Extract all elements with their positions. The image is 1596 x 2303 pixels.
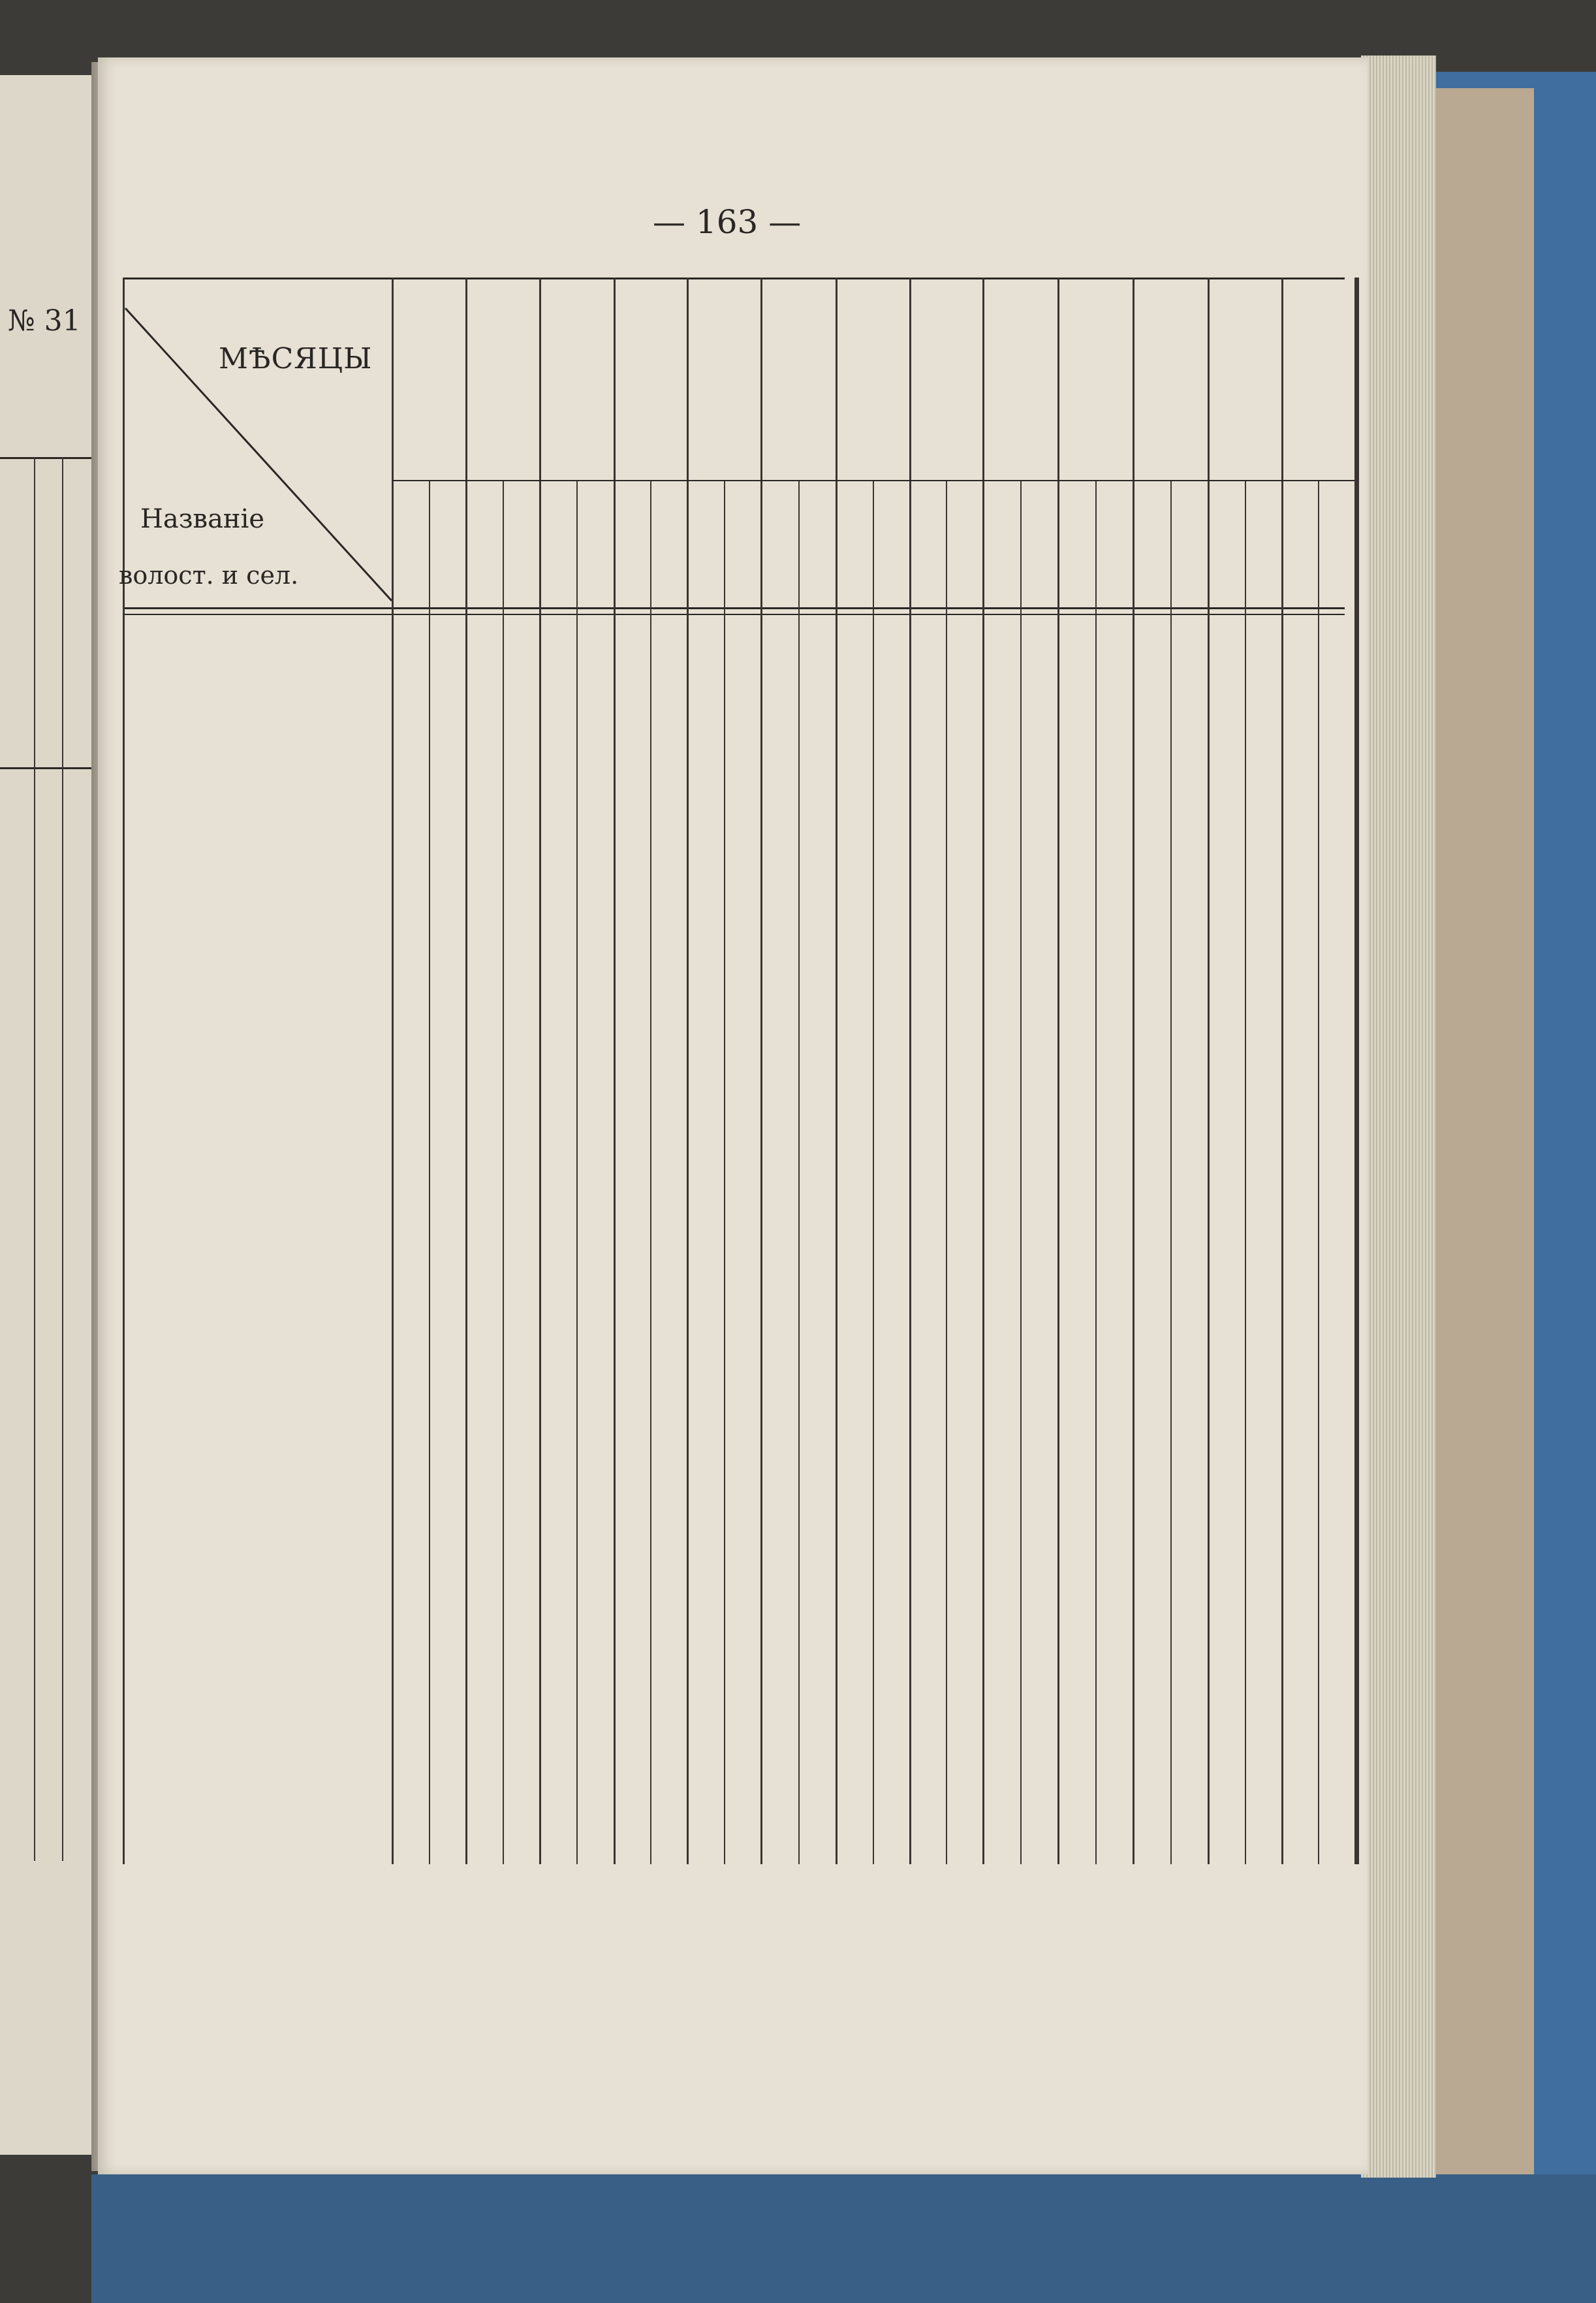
sub-column-rule	[1318, 480, 1319, 1864]
book-board-edge	[1430, 88, 1534, 2174]
right-border	[1356, 278, 1359, 1864]
month-sub-divider	[909, 480, 982, 481]
table-top-rule	[124, 278, 1345, 279]
corner-names-label-1: Названіе	[140, 504, 265, 534]
month-sub-divider	[982, 480, 1057, 481]
month-sub-divider	[1057, 480, 1133, 481]
month-group-rule	[909, 278, 911, 1864]
left-page-title-fragment: № 31	[8, 304, 81, 338]
month-sub-divider	[539, 480, 614, 481]
month-group-rule	[1133, 278, 1134, 1864]
left-page-rule	[0, 457, 91, 459]
month-sub-divider	[836, 480, 909, 481]
header-bottom-rule	[124, 607, 1345, 609]
sub-column-rule	[798, 480, 800, 1864]
month-group-rule	[1281, 278, 1283, 1864]
month-group-rule	[465, 278, 467, 1864]
sub-column-rule	[946, 480, 947, 1864]
left-page-col-rule	[34, 457, 35, 1861]
month-group-rule	[982, 278, 984, 1864]
month-sub-divider	[614, 480, 687, 481]
month-group-rule	[614, 278, 616, 1864]
sub-column-rule	[873, 480, 874, 1864]
month-sub-divider	[1208, 480, 1281, 481]
sub-column-rule	[1245, 480, 1246, 1864]
sub-column-rule	[650, 480, 651, 1864]
month-group-rule	[687, 278, 689, 1864]
sub-column-rule	[429, 480, 430, 1864]
corner-names-label-2: волост. и сел.	[119, 561, 299, 590]
month-sub-divider	[465, 480, 539, 481]
month-sub-divider	[392, 480, 465, 481]
sub-column-rule	[503, 480, 504, 1864]
month-group-rule	[1208, 278, 1210, 1864]
month-group-rule	[836, 278, 837, 1864]
page-stack-edges	[1361, 56, 1436, 2178]
left-page-rule	[0, 767, 91, 769]
book-cover-bottom	[91, 2174, 1596, 2303]
sub-column-rule	[1170, 480, 1172, 1864]
month-group-rule	[539, 278, 541, 1864]
month-sub-divider	[687, 480, 760, 481]
left-page-col-rule	[62, 457, 63, 1861]
sub-column-rule	[1020, 480, 1022, 1864]
header-bottom-rule-2	[124, 614, 1345, 615]
left-page	[0, 75, 98, 2155]
month-sub-divider	[760, 480, 836, 481]
sub-column-rule	[1095, 480, 1097, 1864]
sub-column-rule	[576, 480, 578, 1864]
month-group-rule	[760, 278, 762, 1864]
page-number: — 163 —	[653, 203, 802, 241]
month-group-rule	[1057, 278, 1059, 1864]
corner-diagonal	[123, 306, 397, 606]
sub-column-rule	[724, 480, 725, 1864]
month-sub-divider	[1281, 480, 1354, 481]
corner-months-label: МѢСЯЦЫ	[219, 342, 373, 375]
month-sub-divider	[1133, 480, 1208, 481]
